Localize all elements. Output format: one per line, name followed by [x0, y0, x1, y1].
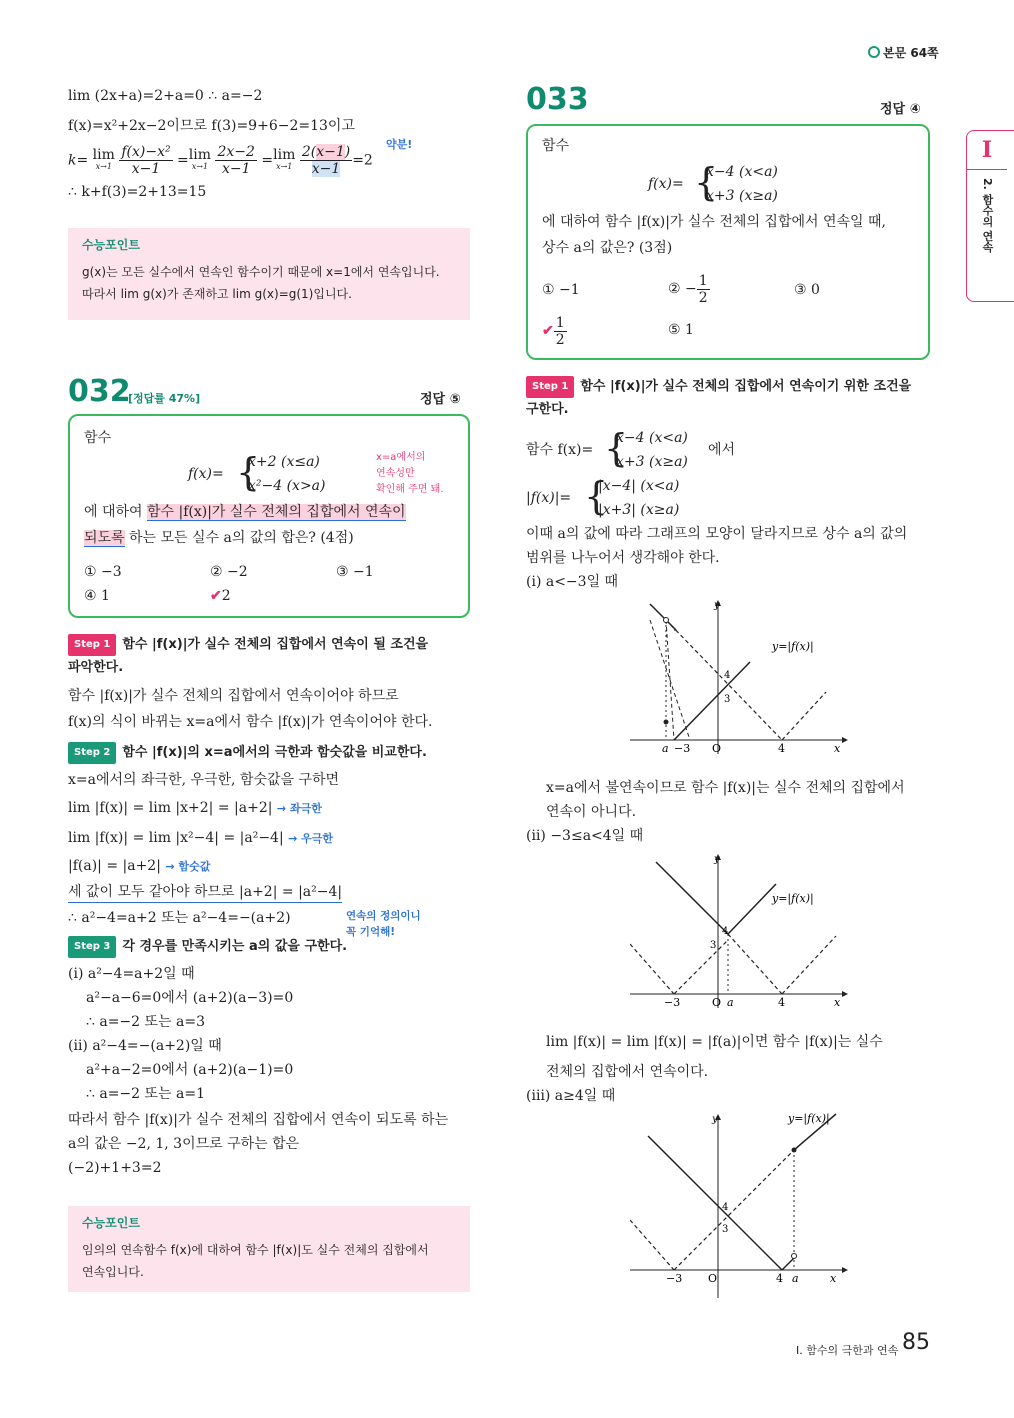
tick-label: 4 [778, 742, 785, 755]
q033-question-line1: 에 대하여 함수 |f(x)|가 실수 전체의 집합에서 연속일 때, [542, 214, 886, 230]
q032-s2-line6: ∴ a²−4=a+2 또는 a²−4=−(a+2) [68, 910, 291, 926]
q032-s1-line2: f(x)의 식이 바뀌는 x=a에서 함수 |f(x)|가 연속이어야 한다. [68, 714, 433, 730]
q032-s2-line4: |f(a)| = |a+2| → 함숫값 [68, 858, 211, 874]
q032-choice-4: ④ 1 [84, 588, 110, 604]
q032-step3-title: Step 3 각 경우를 만족시키는 a의 값을 구한다. [68, 936, 347, 958]
q033-choice-2: ② − $\frac{1}{2}$ [668, 272, 708, 306]
q032-s2-line2: lim |f(x)| = lim |x+2| = |a+2| → 좌극한 [68, 800, 322, 816]
curve-line [630, 944, 674, 994]
q032-s3-line: ∴ a=−2 또는 a=3 [86, 1014, 206, 1030]
q033-r-tail: 에서 [708, 442, 736, 458]
q032-intro: 함수 [84, 430, 112, 446]
origin-label: O [712, 742, 722, 755]
q033-after-ii-1: lim |f(x)| = lim |f(x)| = |f(a)|이면 함수 |f(x)|는 실수 [546, 1034, 883, 1050]
q032-s3-line: a²+a−2=0에서 (a+2)(a−1)=0 [86, 1062, 294, 1078]
curve-line [650, 620, 690, 740]
q032-step1-title2: 파악한다. [68, 660, 124, 675]
q033-choice-5: ⑤ 1 [668, 322, 694, 338]
graph-case-ii [630, 850, 850, 1010]
curve-line [782, 692, 826, 740]
q032-s1-line1: 함수 |f(x)|가 실수 전체의 집합에서 연속이어야 하므로 [68, 688, 399, 704]
q032-s3-line: (ⅰ) a²−4=a+2일 때 [68, 966, 195, 982]
suneung-point-2: 수능포인트 임의의 연속함수 f(x)에 대하여 함수 |f(x)|도 실수 전체의 집합에서 연속입니다. [68, 1206, 470, 1292]
q033-case-i: (ⅰ) a<−3일 때 [526, 574, 619, 590]
open-point [664, 618, 669, 623]
graph-case-iii [630, 1110, 850, 1300]
q032-step1-title: Step 1 함수 |f(x)|가 실수 전체의 집합에서 연속이 될 조건을 [68, 634, 428, 656]
q033-choice-4: ✔ $\frac{1}{2}$ [542, 314, 565, 348]
curve-line [728, 934, 782, 994]
tick-label: 4 [776, 1272, 783, 1285]
q032-fx: f(x)= [188, 466, 224, 482]
check-mark-icon: ✔ [542, 323, 554, 339]
q033-r-abs2: |x+3| (x≥a) [598, 502, 680, 518]
q033-r-abs1: |x−4| (x<a) [598, 478, 680, 494]
curve-line [728, 884, 776, 934]
q032-case1: x+2 (x≤a) [248, 454, 320, 470]
tick-label: 4 [778, 996, 785, 1009]
q033-r-line2: 범위를 나누어서 생각해야 한다. [526, 550, 720, 566]
closed-point [664, 720, 669, 725]
q032-step2-title: Step 2 함수 |f(x)|의 x=a에서의 극한과 함숫값을 비교한다. [68, 742, 427, 764]
top-line-2: f(x)=x²+2x−2이므로 f(3)=9+6−2=13이고 [68, 118, 355, 134]
q033-case2: x+3 (x≥a) [706, 188, 778, 204]
y-label: y [714, 854, 720, 865]
q032-s3-line: (−2)+1+3=2 [68, 1160, 162, 1176]
curve-label: y=|f(x)| [788, 1112, 830, 1125]
tick-label: a [727, 996, 734, 1009]
x-label: x [834, 742, 841, 755]
q032-choice-1: ① −3 [84, 564, 122, 580]
q033-number: 033 [526, 82, 589, 117]
q033-case1: x−4 (x<a) [706, 164, 778, 180]
curve-line [630, 1220, 674, 1270]
q032-rate: [정답률 47%] [128, 392, 201, 405]
tick-label: a [792, 1272, 799, 1285]
origin-label: O [708, 1272, 718, 1285]
q033-r-case2: x+3 (x≥a) [616, 454, 688, 470]
tick-label: −3 [666, 1272, 683, 1285]
callout-reduce: 약분! [386, 138, 413, 151]
q033-intro: 함수 [542, 138, 570, 154]
footer-chapter: I. 함수의 극한과 연속 [796, 1344, 899, 1357]
closed-point [792, 1148, 797, 1153]
q032-s3-line: a²−a−6=0에서 (a+2)(a−3)=0 [86, 990, 294, 1006]
q033-fx: f(x)= [648, 176, 684, 192]
curve-label: y=|f(x)| [772, 892, 814, 905]
x-label: x [830, 1272, 837, 1285]
q032-question-line2: 되도록 하는 모든 실수 a의 값의 합은? (4점) [84, 530, 354, 546]
curve-label: y=|f(x)| [772, 640, 814, 653]
check-mark-icon: ✔ [210, 588, 222, 604]
tick-label: 4 [724, 670, 731, 681]
q032-s3-line: a의 값은 −2, 1, 3이므로 구하는 합은 [68, 1136, 300, 1152]
x-label: x [834, 996, 841, 1009]
q033-step1-title2: 구한다. [526, 402, 569, 417]
page-ref: 본문 64쪽 [868, 44, 939, 61]
open-point [792, 1254, 797, 1259]
side-tab-roman: I [981, 137, 993, 163]
q033-r-abs: |f(x)|= [526, 490, 572, 506]
q032-s2-line5: 세 값이 모두 같아야 하므로 |a+2| = |a²−4| [68, 882, 342, 903]
page-number: 85 [902, 1330, 930, 1355]
q032-answer: 정답 ⑤ [420, 392, 461, 407]
top-line-3: k= lim x→1 $\frac{\text{f(x)−x²}}{x-1}$ =lim x→1 $\frac{2x-2}{x-1}$ =lim x→1 $\frac{2(x-1)}{x-1}$ =2 [68, 144, 373, 177]
tick-label: a [662, 742, 669, 755]
curve-line [674, 940, 728, 994]
tick-label: 4 [722, 926, 729, 937]
top-line-4: ∴ k+f(3)=2+13=15 [68, 184, 207, 200]
q032-case2: x²−4 (x>a) [248, 478, 326, 494]
q032-s2-line3: lim |f(x)| = lim |x²−4| = |a²−4| → 우극한 [68, 830, 334, 846]
q032-s2-line1: x=a에서의 좌극한, 우극한, 함숫값을 구하면 [68, 772, 340, 788]
q032-s3-line: (ⅱ) a²−4=−(a+2)일 때 [68, 1038, 222, 1054]
circle-icon [868, 46, 880, 58]
q033-after-ii-2: 전체의 집합에서 연속이다. [546, 1064, 709, 1080]
q033-choice-1: ① −1 [542, 282, 580, 298]
tick-label: 4 [722, 1202, 729, 1213]
q032-choice-3: ③ −1 [336, 564, 374, 580]
q032-s3-line: ∴ a=−2 또는 a=1 [86, 1086, 206, 1102]
q033-r-line1: 이때 a의 값에 따라 그래프의 모양이 달라지므로 상수 a의 값의 [526, 526, 908, 542]
q032-annotation: x=a에서의 연속성만 확인해 주면 돼. [376, 452, 444, 495]
q033-case-ii: (ⅱ) −3≤a<4일 때 [526, 828, 644, 844]
tick-label: −3 [664, 996, 681, 1009]
q033-after-i-2: 연속이 아니다. [546, 804, 637, 820]
q033-question-line2: 상수 a의 값은? (3점) [542, 240, 673, 256]
q033-choice-3: ③ 0 [794, 282, 820, 298]
origin-label: O [712, 996, 722, 1009]
top-line-1: lim (2x+a)=2+a=0 ∴ a=−2 [68, 88, 263, 104]
q033-r-case1: x−4 (x<a) [616, 430, 688, 446]
side-chapter-tab [966, 130, 1014, 302]
q032-choice-2: ② −2 [210, 564, 248, 580]
graph-case-i [630, 596, 850, 756]
curve-line [782, 936, 836, 994]
q033-case-iii: (ⅲ) a≥4일 때 [526, 1088, 616, 1104]
y-label: y [712, 1114, 718, 1125]
curve-line [648, 1136, 782, 1270]
q033-answer: 정답 ④ [880, 102, 921, 117]
curve-line [674, 662, 750, 740]
q032-number: 032 [68, 374, 131, 409]
q032-s2-note: 연속의 정의이니 꼭 기억해! [346, 910, 421, 938]
curve-line [656, 862, 728, 934]
curve-line [782, 1258, 794, 1270]
curve-line [674, 1150, 794, 1270]
q033-after-i-1: x=a에서 불연속이므로 함수 |f(x)|는 실수 전체의 집합에서 [546, 780, 905, 796]
q032-choice-5: ✔2 [210, 588, 231, 604]
q032-question-line1: 에 대하여 함수 |f(x)|가 실수 전체의 집합에서 연속이 [84, 504, 406, 520]
tick-label: −3 [674, 742, 691, 755]
tick-label: 3 [710, 940, 717, 951]
y-label: y [714, 600, 720, 611]
q032-s3-line: 따라서 함수 |f(x)|가 실수 전체의 집합에서 연속이 되도록 하는 [68, 1112, 449, 1128]
q033-r-fx: 함수 f(x)= [526, 442, 594, 458]
tick-label: 3 [724, 694, 731, 705]
q033-step1-title: Step 1 함수 |f(x)|가 실수 전체의 집합에서 연속이기 위한 조건을 [526, 376, 911, 398]
side-tab-section: 2. 함수의 연속 [981, 178, 994, 253]
tick-label: 3 [722, 1224, 729, 1235]
suneung-point-1: 수능포인트 g(x)는 모든 실수에서 연속인 함수이기 때문에 x=1에서 연속입니다. 따라서 lim g(x)가 존재하고 lim g(x)=g(1)입니다. [68, 228, 470, 320]
